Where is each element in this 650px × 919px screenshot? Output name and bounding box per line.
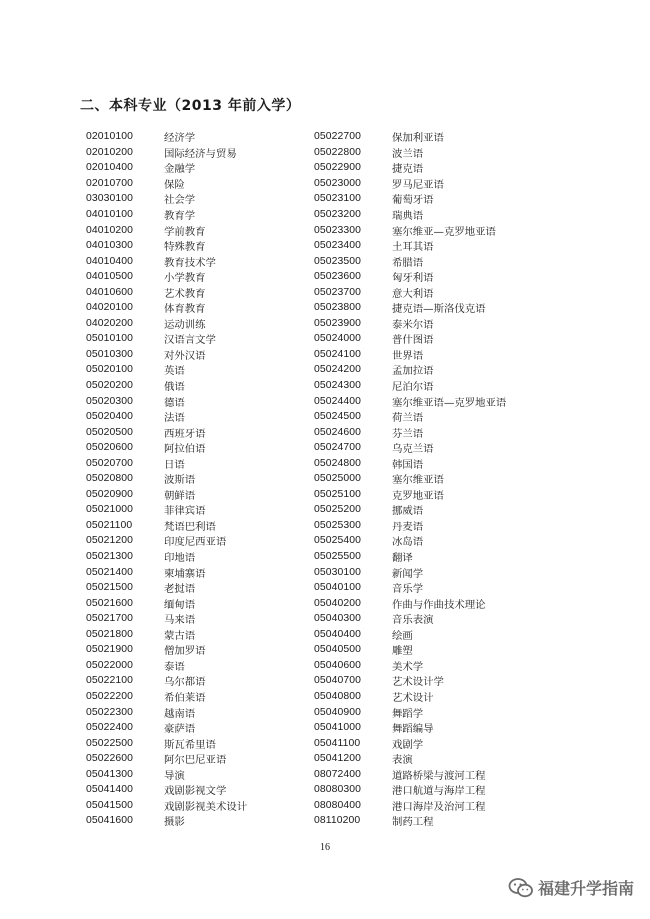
major-row [314, 160, 506, 176]
major-code: 05022000 [86, 659, 134, 671]
major-name: 葡萄牙语 [392, 194, 434, 207]
major-code: 04020200 [86, 317, 134, 329]
major-code: 05021300 [86, 551, 134, 563]
major-name: 保险 [164, 178, 185, 191]
major-name: 老挝语 [164, 583, 196, 596]
major-code: 08080300 [314, 784, 362, 796]
major-row [314, 316, 506, 332]
major-name: 国际经济与贸易 [164, 147, 237, 160]
major-row [314, 284, 506, 300]
major-code: 05020300 [86, 395, 134, 407]
major-name: 尼泊尔语 [392, 381, 434, 394]
major-row [86, 658, 247, 674]
major-row [314, 191, 506, 207]
major-code: 05040800 [314, 690, 362, 702]
major-name: 波兰语 [392, 147, 424, 160]
major-code: 05021600 [86, 597, 134, 609]
major-row [314, 720, 506, 736]
major-name: 梵语巴利语 [164, 520, 216, 533]
major-code: 05022900 [314, 162, 362, 174]
major-row [86, 160, 247, 176]
page-number: 16 [320, 842, 330, 853]
major-code: 05023000 [314, 177, 362, 189]
major-row [86, 393, 247, 409]
major-row [86, 502, 247, 518]
major-name: 法语 [164, 412, 185, 425]
major-name: 英语 [164, 365, 185, 378]
major-code: 05024500 [314, 411, 362, 423]
major-row [314, 704, 506, 720]
major-code: 05041400 [86, 784, 134, 796]
major-code: 05020700 [86, 457, 134, 469]
major-code: 05021700 [86, 613, 134, 625]
major-code: 05020600 [86, 442, 134, 454]
major-row [86, 362, 247, 378]
major-name: 罗马尼亚语 [392, 178, 444, 191]
major-code: 05025500 [314, 551, 362, 563]
major-name: 社会学 [164, 194, 196, 207]
major-code: 05040300 [314, 613, 362, 625]
major-row [314, 471, 506, 487]
major-name: 日语 [164, 458, 185, 471]
major-name: 艺术设计学 [392, 676, 444, 689]
major-row [314, 440, 506, 456]
major-row [86, 129, 247, 145]
major-code: 05010100 [86, 333, 134, 345]
major-code: 05022200 [86, 690, 134, 702]
major-name: 教育学 [164, 210, 196, 222]
major-row [86, 300, 247, 316]
major-name: 港口海岸及治河工程 [392, 800, 486, 813]
major-name: 阿尔巴尼亚语 [164, 754, 227, 767]
major-name: 荷兰语 [392, 412, 424, 425]
major-row [314, 627, 506, 643]
major-row [314, 269, 506, 285]
major-name: 德语 [164, 396, 185, 409]
major-name: 克罗地亚语 [392, 489, 444, 502]
major-row [86, 751, 247, 767]
major-code: 08080400 [314, 799, 362, 811]
major-code: 05024300 [314, 380, 362, 392]
major-code: 05020200 [86, 380, 134, 392]
major-code: 04010600 [86, 286, 134, 298]
major-row [314, 129, 506, 145]
major-code: 05023700 [314, 286, 362, 298]
major-code: 05040600 [314, 659, 362, 671]
major-name: 美术学 [392, 660, 424, 673]
major-row [86, 207, 247, 223]
major-row [86, 580, 247, 596]
major-name: 乌克兰语 [392, 443, 434, 456]
major-row [86, 518, 247, 534]
major-name: 缅甸语 [164, 598, 196, 611]
major-name: 塞尔维亚语—克罗地亚语 [392, 396, 507, 409]
major-code: 05024200 [314, 364, 362, 376]
major-row [314, 518, 506, 534]
major-code: 05023200 [314, 209, 362, 220]
major-code: 05020500 [86, 426, 134, 438]
major-row [314, 176, 506, 192]
major-name: 斯瓦希里语 [164, 738, 216, 751]
major-name: 特殊教育 [164, 241, 206, 254]
major-code: 05041000 [314, 722, 362, 734]
major-code: 05024000 [314, 333, 362, 345]
major-name: 芬兰语 [392, 427, 424, 440]
major-row [86, 533, 247, 549]
major-row [86, 424, 247, 440]
major-name: 导演 [164, 769, 185, 782]
major-name: 对外汉语 [164, 349, 206, 362]
major-row [86, 191, 247, 207]
major-name: 普什图语 [392, 334, 434, 347]
major-row [314, 331, 506, 347]
major-row [314, 580, 506, 596]
major-name: 港口航道与海岸工程 [392, 785, 486, 798]
major-row [86, 331, 247, 347]
major-name: 豪萨语 [164, 723, 196, 736]
major-row [314, 393, 506, 409]
major-row [86, 145, 247, 161]
major-row [314, 347, 506, 363]
major-row [86, 798, 247, 814]
major-row [314, 378, 506, 394]
major-code: 05040700 [314, 675, 362, 687]
major-code: 05041200 [314, 753, 362, 765]
major-code: 05023600 [314, 271, 362, 283]
major-row [314, 253, 506, 269]
major-code: 05024600 [314, 426, 362, 438]
major-row [86, 316, 247, 332]
major-name: 丹麦语 [392, 520, 424, 533]
major-name: 越南语 [164, 707, 196, 720]
major-row [86, 689, 247, 705]
major-row [86, 549, 247, 565]
major-code: 05021100 [86, 519, 133, 531]
major-row [314, 751, 506, 767]
major-code: 05022800 [314, 146, 362, 158]
major-code: 05024700 [314, 442, 362, 454]
major-row [314, 145, 506, 161]
major-name: 表演 [392, 754, 413, 767]
major-row [86, 813, 247, 829]
major-name: 运动训练 [164, 318, 206, 331]
major-row [314, 238, 506, 254]
major-name: 印度尼西亚语 [164, 536, 227, 549]
major-name: 马来语 [164, 614, 196, 627]
major-code: 05040100 [314, 582, 362, 594]
major-name: 经济学 [164, 132, 196, 145]
watermark-text: 福建升学指南 [537, 879, 634, 898]
major-name: 西班牙语 [164, 427, 206, 440]
major-code: 05021900 [86, 644, 134, 656]
major-name: 戏剧影视文学 [164, 785, 227, 798]
major-code: 05021400 [86, 566, 134, 578]
major-code: 05023400 [314, 240, 362, 252]
major-name: 舞蹈编导 [392, 723, 434, 736]
major-code: 05024800 [314, 457, 362, 469]
major-name: 土耳其语 [392, 241, 434, 254]
major-code: 05023900 [314, 317, 362, 329]
major-code: 05025300 [314, 519, 362, 531]
major-row [86, 269, 247, 285]
major-name: 音乐表演 [392, 614, 434, 627]
major-code: 05040400 [314, 628, 362, 640]
major-row [314, 533, 506, 549]
wechat-icon [508, 877, 534, 899]
major-code: 05041500 [86, 799, 134, 811]
major-name: 希伯莱语 [164, 691, 206, 704]
major-code: 05022500 [86, 737, 134, 749]
major-row [314, 595, 506, 611]
major-code: 05020100 [86, 364, 134, 376]
major-row [86, 176, 247, 192]
major-name: 俄语 [164, 381, 185, 394]
major-code: 05041300 [86, 768, 134, 780]
major-row [314, 487, 506, 503]
major-row [86, 673, 247, 689]
major-name: 波斯语 [164, 474, 196, 487]
major-name: 艺术教育 [164, 287, 206, 300]
major-row [314, 782, 506, 798]
major-name: 戏剧影视美术设计 [164, 800, 248, 813]
major-name: 保加利亚语 [392, 132, 444, 145]
major-name: 汉语言文学 [164, 334, 216, 347]
major-code: 05025100 [314, 488, 362, 500]
major-row [86, 704, 247, 720]
major-name: 塞尔维亚语 [392, 474, 444, 487]
major-name: 雕塑 [392, 645, 413, 658]
major-code: 05023500 [314, 255, 362, 267]
major-code: 05020400 [86, 411, 134, 423]
major-name: 阿拉伯语 [164, 443, 206, 456]
major-row [314, 798, 506, 814]
major-name: 摄影 [164, 816, 185, 829]
major-name: 乌尔都语 [164, 676, 206, 689]
major-row [314, 766, 506, 782]
major-code: 02010200 [86, 146, 134, 158]
major-code: 05010300 [86, 348, 134, 360]
major-row [314, 735, 506, 751]
major-row [314, 689, 506, 705]
major-code: 05041100 [314, 737, 361, 749]
major-name: 道路桥梁与渡河工程 [392, 769, 486, 782]
major-code: 05023300 [314, 224, 362, 236]
major-row [314, 611, 506, 627]
watermark [508, 876, 634, 899]
major-name: 冰岛语 [392, 536, 424, 549]
right-major-list [314, 129, 506, 829]
major-row [314, 300, 506, 316]
major-code: 05020800 [86, 473, 134, 485]
major-row [314, 564, 506, 580]
major-code: 05025000 [314, 473, 362, 485]
major-name: 世界语 [392, 349, 424, 362]
major-row [86, 564, 247, 580]
major-code: 08110200 [314, 815, 361, 827]
major-code: 04010100 [86, 209, 134, 220]
major-code: 05024100 [314, 348, 362, 360]
major-row [86, 720, 247, 736]
major-row [314, 409, 506, 425]
major-name: 体育教育 [164, 303, 206, 316]
major-code: 05023800 [314, 302, 362, 314]
major-row [314, 424, 506, 440]
major-name: 舞蹈学 [392, 707, 424, 720]
major-row [86, 642, 247, 658]
major-row [86, 347, 247, 363]
major-name: 蒙古语 [164, 629, 196, 642]
major-row [86, 595, 247, 611]
major-name: 意大利语 [392, 287, 434, 300]
major-row [86, 766, 247, 782]
major-name: 捷克语 [392, 163, 424, 176]
major-code: 05022300 [86, 706, 134, 718]
major-code: 05025400 [314, 535, 362, 547]
major-code: 05040200 [314, 597, 362, 609]
major-row [314, 502, 506, 518]
major-name: 僧加罗语 [164, 645, 206, 658]
major-code: 05025200 [314, 504, 362, 516]
major-code: 02010400 [86, 162, 134, 174]
major-row [314, 813, 506, 829]
major-row [86, 440, 247, 456]
major-code: 04010500 [86, 271, 134, 283]
major-row [86, 409, 247, 425]
major-row [86, 284, 247, 300]
major-row [86, 611, 247, 627]
major-row [314, 207, 506, 223]
major-code: 05022700 [314, 131, 362, 143]
major-name: 艺术设计 [392, 691, 434, 704]
major-row [86, 238, 247, 254]
major-row [86, 735, 247, 751]
major-code: 05024400 [314, 395, 362, 407]
left-major-list [86, 129, 247, 829]
page-title: 二、本科专业（2013 年前入学） [80, 98, 301, 114]
major-name: 朝鲜语 [164, 489, 196, 502]
major-code: 04010300 [86, 240, 134, 252]
major-code: 03030100 [86, 193, 134, 205]
major-name: 作曲与作曲技术理论 [392, 598, 486, 611]
major-name: 音乐学 [392, 583, 424, 596]
major-code: 05022600 [86, 753, 134, 765]
major-row [314, 455, 506, 471]
major-name: 菲律宾语 [164, 505, 206, 518]
major-row [314, 658, 506, 674]
major-row [86, 487, 247, 503]
major-code: 08072400 [314, 768, 362, 780]
major-code: 05040900 [314, 706, 362, 718]
major-row [86, 455, 247, 471]
major-name: 金融学 [164, 163, 196, 176]
major-code: 05030100 [314, 566, 362, 578]
major-row [314, 222, 506, 238]
major-code: 02010100 [86, 131, 134, 143]
major-name: 翻译 [392, 552, 413, 565]
major-row [314, 673, 506, 689]
major-row [314, 549, 506, 565]
major-code: 05041600 [86, 815, 134, 827]
major-row [86, 627, 247, 643]
major-code: 04010400 [86, 255, 134, 267]
major-row [86, 253, 247, 269]
major-name: 孟加拉语 [392, 365, 434, 378]
major-name: 小学教育 [164, 272, 206, 285]
major-name: 教育技术学 [164, 256, 216, 269]
major-name: 制药工程 [392, 816, 434, 829]
major-code: 05021200 [86, 535, 134, 547]
major-code: 05022400 [86, 722, 134, 734]
major-name: 印地语 [164, 552, 196, 565]
major-code: 05022100 [86, 675, 134, 687]
major-code: 04010200 [86, 224, 134, 236]
major-name: 绘画 [392, 629, 413, 642]
major-name: 泰语 [164, 660, 185, 673]
major-row [86, 471, 247, 487]
major-row [314, 642, 506, 658]
major-code: 02010700 [86, 177, 134, 189]
major-name: 柬埔寨语 [164, 567, 206, 580]
major-code: 04020100 [86, 302, 134, 314]
major-code: 05021500 [86, 582, 134, 594]
major-code: 05021000 [86, 504, 134, 516]
major-name: 韩国语 [392, 458, 424, 471]
major-code: 05021800 [86, 628, 134, 640]
major-name: 挪威语 [392, 505, 424, 518]
major-row [86, 782, 247, 798]
major-name: 塞尔维亚—克罗地亚语 [392, 225, 496, 238]
major-name: 戏剧学 [392, 738, 424, 751]
major-name: 瑞典语 [392, 210, 424, 222]
major-name: 希腊语 [392, 256, 424, 269]
major-code: 05023100 [314, 193, 362, 205]
major-row [314, 362, 506, 378]
major-row [86, 378, 247, 394]
major-name: 新闻学 [392, 567, 424, 580]
major-row [86, 222, 247, 238]
major-name: 捷克语—斯洛伐克语 [392, 303, 486, 316]
major-name: 匈牙利语 [392, 272, 434, 285]
major-code: 05040500 [314, 644, 362, 656]
major-name: 泰米尔语 [392, 318, 434, 331]
major-name: 学前教育 [164, 225, 206, 238]
major-code: 05020900 [86, 488, 134, 500]
